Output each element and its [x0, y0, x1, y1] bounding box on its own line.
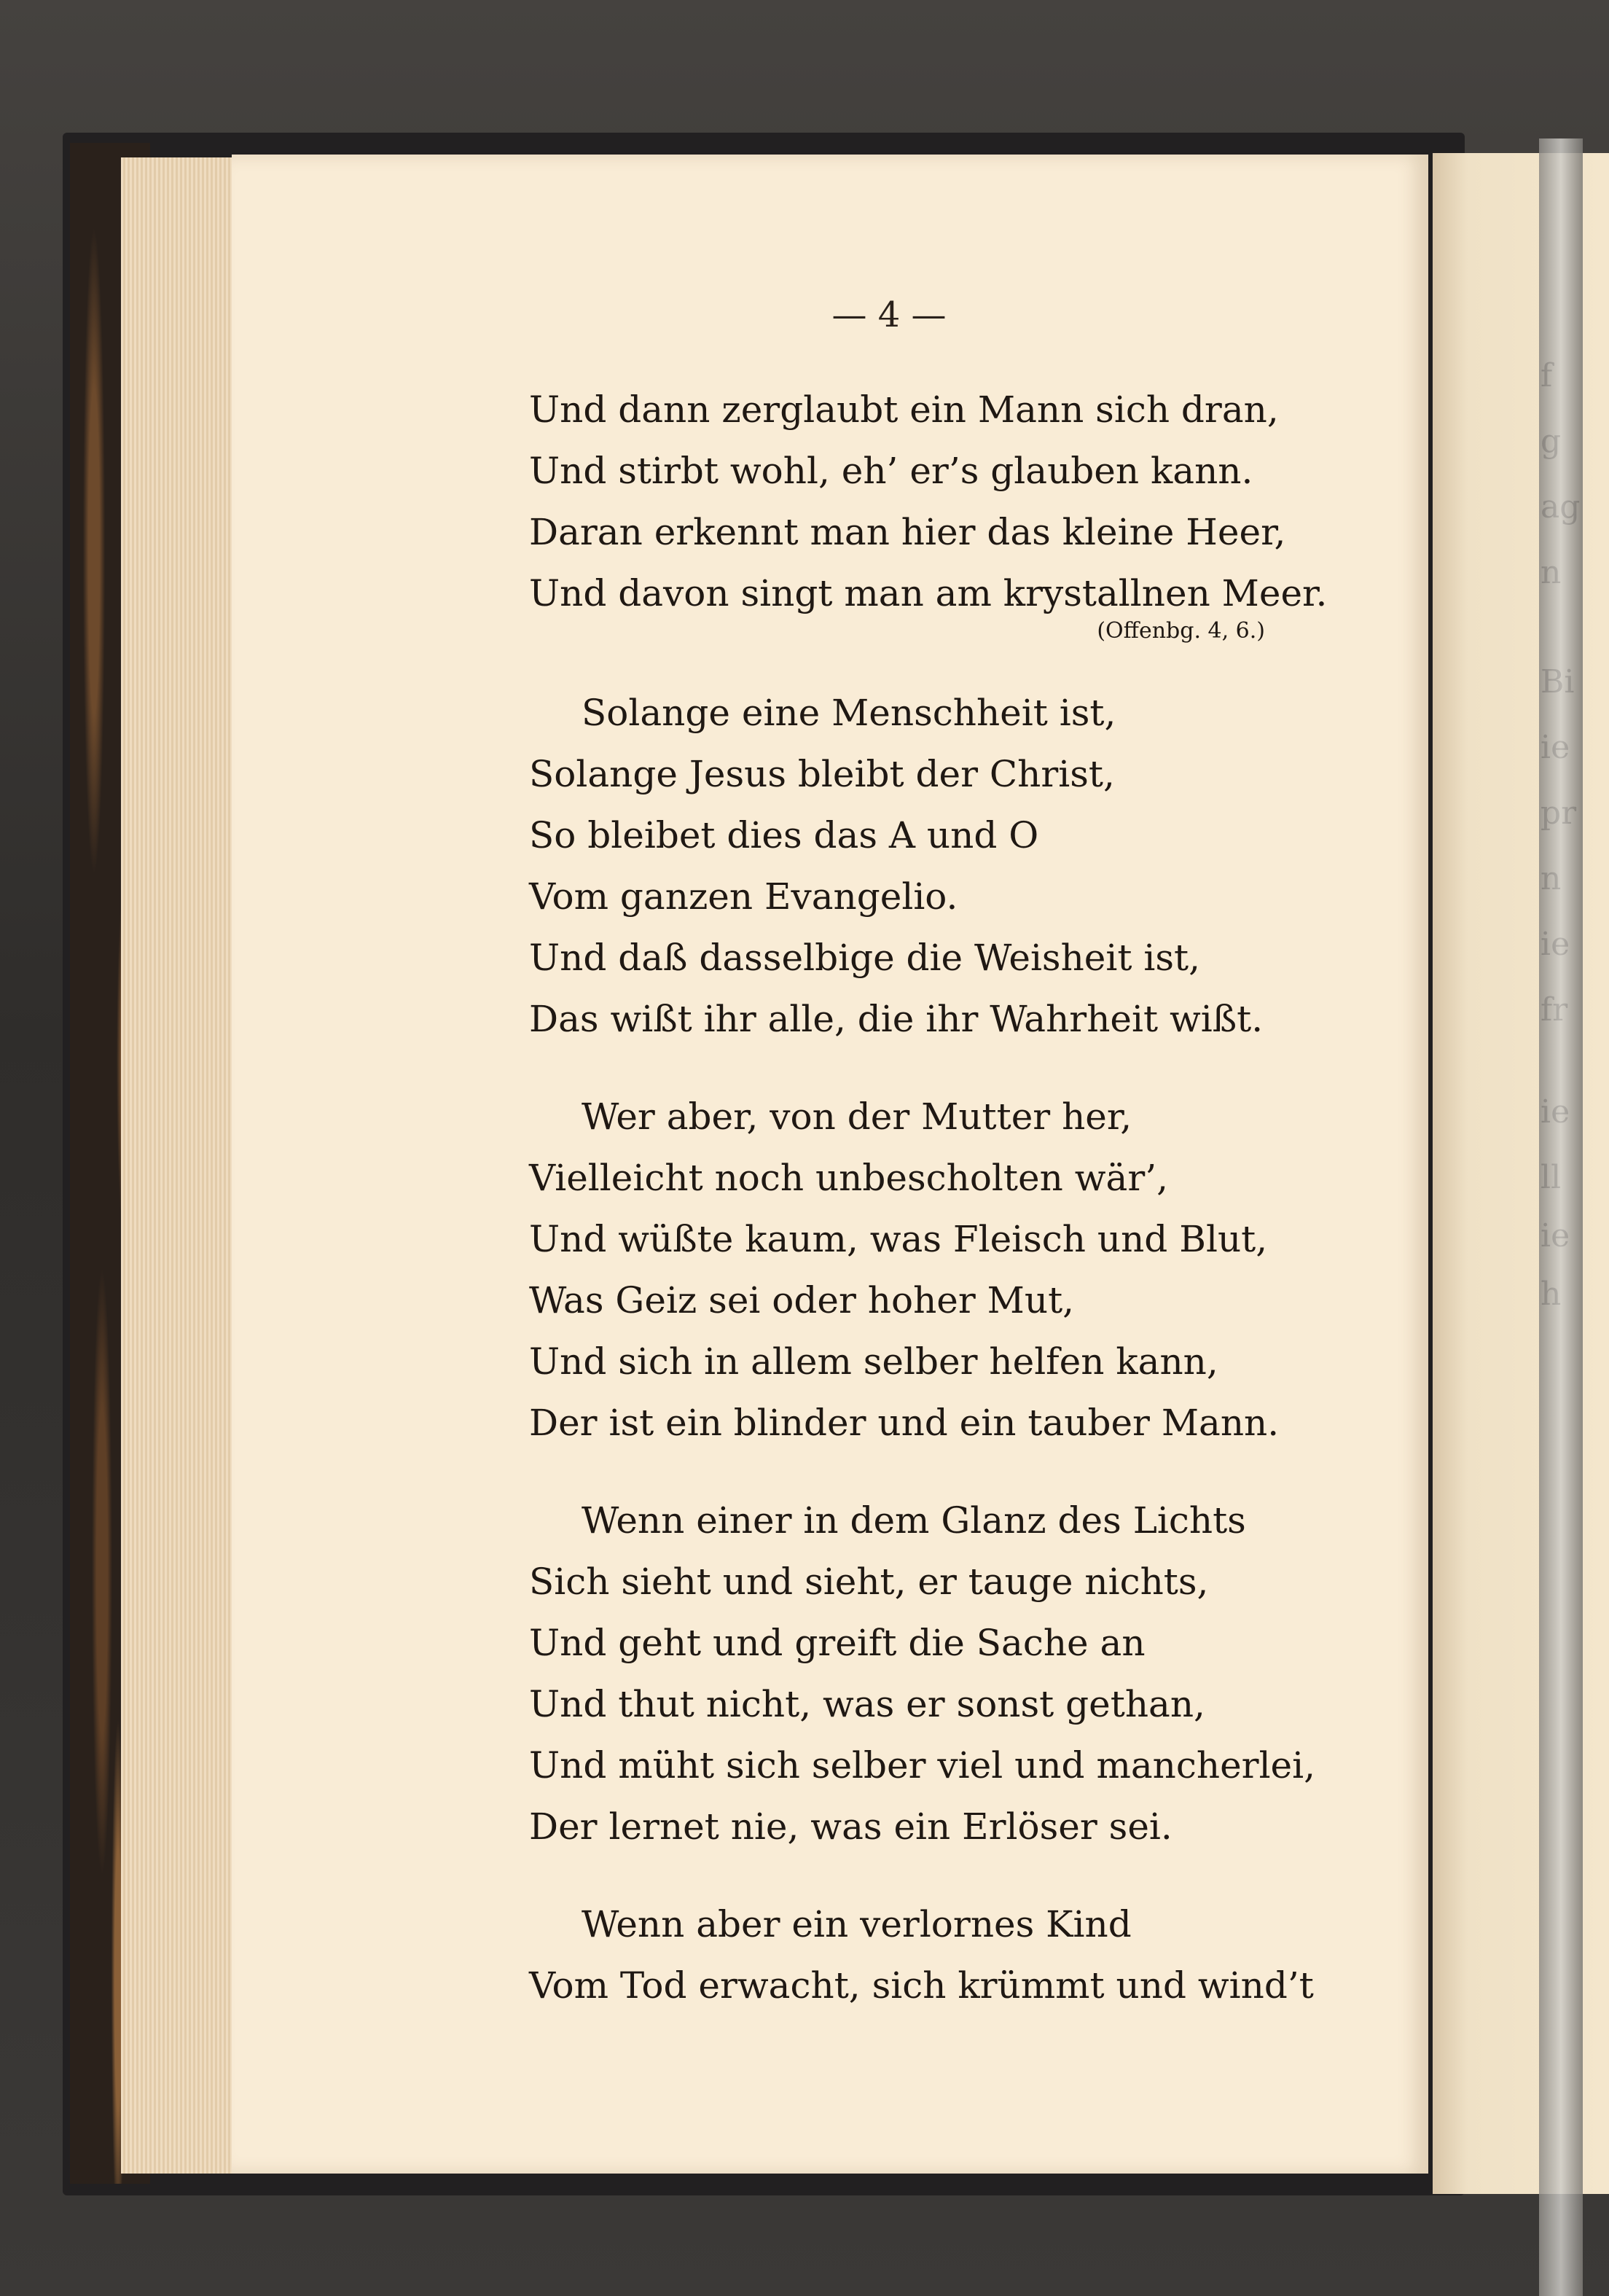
page-number: — 4 —: [831, 294, 947, 335]
poem-line: Der ist ein blinder und ein tauber Mann.: [529, 1402, 1280, 1444]
poem-line: Wenn aber ein verlornes Kind: [582, 1903, 1132, 1945]
poem-line: Und sich in allem selber helfen kann,: [529, 1340, 1218, 1383]
poem-line: Und geht und greift die Sache an: [529, 1622, 1146, 1664]
poem-line: Und thut nicht, was er sonst gethan,: [529, 1683, 1205, 1725]
poem-line: Und davon singt man am krystallnen Meer.: [529, 572, 1328, 614]
poem-line: Solange eine Menschheit ist,: [582, 692, 1116, 734]
poem-line: Sich sieht und sieht, er tauge nichts,: [529, 1561, 1209, 1603]
stanza: [529, 1490, 1316, 1857]
poem-line: Solange Jesus bleibt der Christ,: [529, 753, 1115, 795]
poem-line: Und stirbt wohl, eh’ er’s glauben kann.: [529, 450, 1253, 492]
poem-line: Wer aber, von der Mutter her,: [582, 1096, 1132, 1138]
poem-line: Daran erkennt man hier das kleine Heer,: [529, 511, 1286, 553]
stanza: [529, 1894, 1314, 2016]
poem-line: Der lernet nie, was ein Erlöser sei.: [529, 1805, 1173, 1848]
stanza: [529, 682, 1272, 1050]
poem-line: Und müht sich selber viel und mancherlei,: [529, 1744, 1316, 1787]
binding-strap: [1539, 138, 1583, 2296]
poem-text: [529, 379, 1328, 2016]
poem-line: Und wüßte kaum, was Fleisch und Blut,: [529, 1218, 1268, 1260]
poem-line: Wenn einer in dem Glanz des Lichts: [582, 1499, 1246, 1542]
poem-line: Vom Tod erwacht, sich krümmt und wind’t: [529, 1964, 1314, 2007]
stanza: [529, 1086, 1280, 1453]
page-edges: [121, 157, 238, 2174]
bible-citation: (Offenbg. 4, 6.): [1097, 618, 1265, 644]
poem-line: Was Geiz sei oder hoher Mut,: [529, 1279, 1075, 1321]
poem-line: Vielleicht noch unbescholten wär’,: [529, 1157, 1169, 1199]
poem-line: Und dann zerglaubt ein Mann sich dran,: [529, 388, 1279, 431]
poem-line: So bleibet dies das A und O: [529, 814, 1039, 856]
poem-line: Vom ganzen Evangelio.: [529, 875, 958, 918]
poem-line: Und daß dasselbige die Weisheit ist,: [529, 937, 1200, 979]
poem-line: Das wißt ihr alle, die ihr Wahrheit wißt.: [529, 998, 1264, 1040]
stanza: [529, 379, 1328, 646]
